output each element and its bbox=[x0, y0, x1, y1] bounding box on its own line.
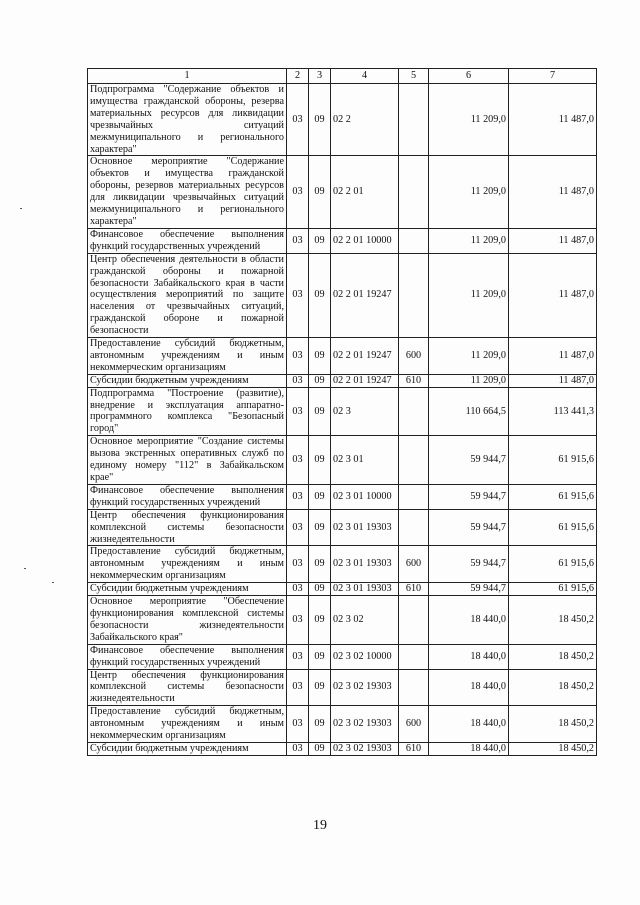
header-cell: 3 bbox=[309, 69, 331, 84]
table-row bbox=[88, 387, 597, 436]
table-row bbox=[88, 706, 597, 743]
table-row bbox=[88, 156, 597, 228]
table-row bbox=[88, 742, 597, 755]
budget-table bbox=[87, 68, 597, 756]
expense-type-cell bbox=[399, 509, 429, 546]
section-code-cell: 03 bbox=[287, 387, 309, 436]
expense-type-cell bbox=[399, 253, 429, 337]
target-article-cell: 02 2 bbox=[331, 84, 399, 156]
table-row bbox=[88, 596, 597, 645]
row-name-cell: Основное мероприятие "Содержание объектов и имущества гражданской обороны, резервов материальных ресурсов для ликвидации чрезвычайных ситуаций межмуниципального и регионального характера" bbox=[88, 156, 287, 228]
expense-type-cell bbox=[399, 436, 429, 485]
section-code-cell: 03 bbox=[287, 484, 309, 509]
target-article-cell: 02 2 01 19247 bbox=[331, 253, 399, 337]
table-row bbox=[88, 583, 597, 596]
amount-year1-cell: 59 944,7 bbox=[429, 509, 509, 546]
section-code-cell: 03 bbox=[287, 156, 309, 228]
amount-year2-cell: 18 450,2 bbox=[509, 742, 597, 755]
amount-year1-cell: 18 440,0 bbox=[429, 669, 509, 706]
expense-type-cell bbox=[399, 596, 429, 645]
amount-year2-cell: 61 915,6 bbox=[509, 484, 597, 509]
subsection-code-cell: 09 bbox=[309, 436, 331, 485]
amount-year2-cell: 11 487,0 bbox=[509, 338, 597, 375]
section-code-cell: 03 bbox=[287, 596, 309, 645]
table-row bbox=[88, 228, 597, 253]
subsection-code-cell: 09 bbox=[309, 546, 331, 583]
subsection-code-cell: 09 bbox=[309, 84, 331, 156]
header-cell: 1 bbox=[88, 69, 287, 84]
subsection-code-cell: 09 bbox=[309, 706, 331, 743]
row-name-cell: Субсидии бюджетным учреждениям bbox=[88, 583, 287, 596]
row-name-cell: Субсидии бюджетным учреждениям bbox=[88, 742, 287, 755]
table-row bbox=[88, 253, 597, 337]
row-name-cell: Предоставление субсидий бюджетным, автономным учреждениям и иным некоммерческим организациям bbox=[88, 706, 287, 743]
amount-year1-cell: 59 944,7 bbox=[429, 484, 509, 509]
target-article-cell: 02 3 01 bbox=[331, 436, 399, 485]
row-name-cell: Основное мероприятие "Создание системы вызова экстренных оперативных служб по единому номеру "112" в Забайкальском крае" bbox=[88, 436, 287, 485]
section-code-cell: 03 bbox=[287, 742, 309, 755]
row-name-cell: Основное мероприятие "Обеспечение функционирования комплексной системы безопасности жизнедеятельности Забайкальского края" bbox=[88, 596, 287, 645]
subsection-code-cell: 09 bbox=[309, 509, 331, 546]
target-article-cell: 02 3 02 bbox=[331, 596, 399, 645]
amount-year2-cell: 113 441,3 bbox=[509, 387, 597, 436]
header-cell: 4 bbox=[331, 69, 399, 84]
subsection-code-cell: 09 bbox=[309, 338, 331, 375]
header-cell: 2 bbox=[287, 69, 309, 84]
target-article-cell: 02 3 02 19303 bbox=[331, 669, 399, 706]
amount-year2-cell: 18 450,2 bbox=[509, 596, 597, 645]
expense-type-cell bbox=[399, 156, 429, 228]
amount-year1-cell: 11 209,0 bbox=[429, 156, 509, 228]
subsection-code-cell: 09 bbox=[309, 156, 331, 228]
row-name-cell: Подпрограмма "Содержание объектов и имущества гражданской обороны, резерва материальных ресурсов для ликвидации чрезвычайных ситуаций межмуниципального и регионального характера" bbox=[88, 84, 287, 156]
subsection-code-cell: 09 bbox=[309, 669, 331, 706]
target-article-cell: 02 3 02 19303 bbox=[331, 742, 399, 755]
table-row bbox=[88, 669, 597, 706]
section-code-cell: 03 bbox=[287, 583, 309, 596]
section-code-cell: 03 bbox=[287, 706, 309, 743]
amount-year1-cell: 11 209,0 bbox=[429, 228, 509, 253]
page-number: 19 bbox=[313, 818, 327, 833]
table-row bbox=[88, 644, 597, 669]
section-code-cell: 03 bbox=[287, 669, 309, 706]
target-article-cell: 02 3 02 10000 bbox=[331, 644, 399, 669]
section-code-cell: 03 bbox=[287, 228, 309, 253]
amount-year1-cell: 11 209,0 bbox=[429, 338, 509, 375]
subsection-code-cell: 09 bbox=[309, 596, 331, 645]
row-name-cell: Предоставление субсидий бюджетным, автономным учреждениям и иным некоммерческим организациям bbox=[88, 338, 287, 375]
amount-year2-cell: 61 915,6 bbox=[509, 509, 597, 546]
target-article-cell: 02 3 01 19303 bbox=[331, 583, 399, 596]
amount-year1-cell: 59 944,7 bbox=[429, 546, 509, 583]
expense-type-cell bbox=[399, 669, 429, 706]
row-name-cell: Субсидии бюджетным учреждениям bbox=[88, 374, 287, 387]
target-article-cell: 02 2 01 10000 bbox=[331, 228, 399, 253]
row-name-cell: Подпрограмма "Построение (развитие), внедрение и эксплуатация аппаратно-программного комплекса "Безопасный город" bbox=[88, 387, 287, 436]
section-code-cell: 03 bbox=[287, 436, 309, 485]
amount-year2-cell: 18 450,2 bbox=[509, 669, 597, 706]
amount-year2-cell: 18 450,2 bbox=[509, 644, 597, 669]
amount-year2-cell: 61 915,6 bbox=[509, 583, 597, 596]
row-name-cell: Финансовое обеспечение выполнения функций государственных учреждений bbox=[88, 644, 287, 669]
expense-type-cell bbox=[399, 644, 429, 669]
expense-type-cell bbox=[399, 228, 429, 253]
amount-year2-cell: 61 915,6 bbox=[509, 546, 597, 583]
row-name-cell: Центр обеспечения функционирования комплексной системы безопасности жизнедеятельности bbox=[88, 509, 287, 546]
section-code-cell: 03 bbox=[287, 644, 309, 669]
table-row bbox=[88, 338, 597, 375]
expense-type-cell: 600 bbox=[399, 706, 429, 743]
header-cell: 6 bbox=[429, 69, 509, 84]
expense-type-cell: 600 bbox=[399, 546, 429, 583]
amount-year1-cell: 18 440,0 bbox=[429, 644, 509, 669]
amount-year1-cell: 59 944,7 bbox=[429, 436, 509, 485]
expense-type-cell bbox=[399, 484, 429, 509]
table-row bbox=[88, 436, 597, 485]
table-row bbox=[88, 509, 597, 546]
row-name-cell: Финансовое обеспечение выполнения функций государственных учреждений bbox=[88, 228, 287, 253]
section-code-cell: 03 bbox=[287, 338, 309, 375]
subsection-code-cell: 09 bbox=[309, 374, 331, 387]
table-row bbox=[88, 374, 597, 387]
subsection-code-cell: 09 bbox=[309, 644, 331, 669]
row-name-cell: Центр обеспечения деятельности в области гражданской обороны и пожарной безопасности Забайкальского края в части осуществления мероприятий по защите населения от чрезвычайных ситуаций, гражданской обороне и пожарной безопасности bbox=[88, 253, 287, 337]
amount-year2-cell: 11 487,0 bbox=[509, 374, 597, 387]
expense-type-cell: 610 bbox=[399, 742, 429, 755]
amount-year2-cell: 61 915,6 bbox=[509, 436, 597, 485]
target-article-cell: 02 2 01 19247 bbox=[331, 374, 399, 387]
subsection-code-cell: 09 bbox=[309, 742, 331, 755]
target-article-cell: 02 3 01 19303 bbox=[331, 546, 399, 583]
table-row bbox=[88, 484, 597, 509]
section-code-cell: 03 bbox=[287, 253, 309, 337]
section-code-cell: 03 bbox=[287, 546, 309, 583]
target-article-cell: 02 2 01 19247 bbox=[331, 338, 399, 375]
row-name-cell: Финансовое обеспечение выполнения функций государственных учреждений bbox=[88, 484, 287, 509]
target-article-cell: 02 3 01 10000 bbox=[331, 484, 399, 509]
expense-type-cell: 610 bbox=[399, 374, 429, 387]
row-name-cell: Центр обеспечения функционирования комплексной системы безопасности жизнедеятельности bbox=[88, 669, 287, 706]
section-code-cell: 03 bbox=[287, 374, 309, 387]
target-article-cell: 02 2 01 bbox=[331, 156, 399, 228]
table-row bbox=[88, 546, 597, 583]
amount-year1-cell: 59 944,7 bbox=[429, 583, 509, 596]
amount-year1-cell: 11 209,0 bbox=[429, 253, 509, 337]
amount-year2-cell: 11 487,0 bbox=[509, 84, 597, 156]
expense-type-cell: 600 bbox=[399, 338, 429, 375]
target-article-cell: 02 3 bbox=[331, 387, 399, 436]
target-article-cell: 02 3 01 19303 bbox=[331, 509, 399, 546]
subsection-code-cell: 09 bbox=[309, 253, 331, 337]
target-article-cell: 02 3 02 19303 bbox=[331, 706, 399, 743]
section-code-cell: 03 bbox=[287, 84, 309, 156]
expense-type-cell bbox=[399, 387, 429, 436]
row-name-cell: Предоставление субсидий бюджетным, автономным учреждениям и иным некоммерческим организациям bbox=[88, 546, 287, 583]
amount-year1-cell: 18 440,0 bbox=[429, 742, 509, 755]
scan-mark bbox=[52, 582, 54, 583]
header-cell: 5 bbox=[399, 69, 429, 84]
table-row bbox=[88, 84, 597, 156]
amount-year1-cell: 18 440,0 bbox=[429, 596, 509, 645]
subsection-code-cell: 09 bbox=[309, 228, 331, 253]
subsection-code-cell: 09 bbox=[309, 583, 331, 596]
header-cell: 7 bbox=[509, 69, 597, 84]
subsection-code-cell: 09 bbox=[309, 387, 331, 436]
scan-mark bbox=[24, 568, 26, 569]
expense-type-cell: 610 bbox=[399, 583, 429, 596]
amount-year1-cell: 110 664,5 bbox=[429, 387, 509, 436]
amount-year1-cell: 11 209,0 bbox=[429, 84, 509, 156]
amount-year2-cell: 11 487,0 bbox=[509, 156, 597, 228]
amount-year2-cell: 18 450,2 bbox=[509, 706, 597, 743]
amount-year2-cell: 11 487,0 bbox=[509, 228, 597, 253]
amount-year2-cell: 11 487,0 bbox=[509, 253, 597, 337]
amount-year1-cell: 11 209,0 bbox=[429, 374, 509, 387]
scan-mark bbox=[20, 208, 22, 209]
header-row bbox=[88, 69, 597, 84]
expense-type-cell bbox=[399, 84, 429, 156]
section-code-cell: 03 bbox=[287, 509, 309, 546]
subsection-code-cell: 09 bbox=[309, 484, 331, 509]
amount-year1-cell: 18 440,0 bbox=[429, 706, 509, 743]
